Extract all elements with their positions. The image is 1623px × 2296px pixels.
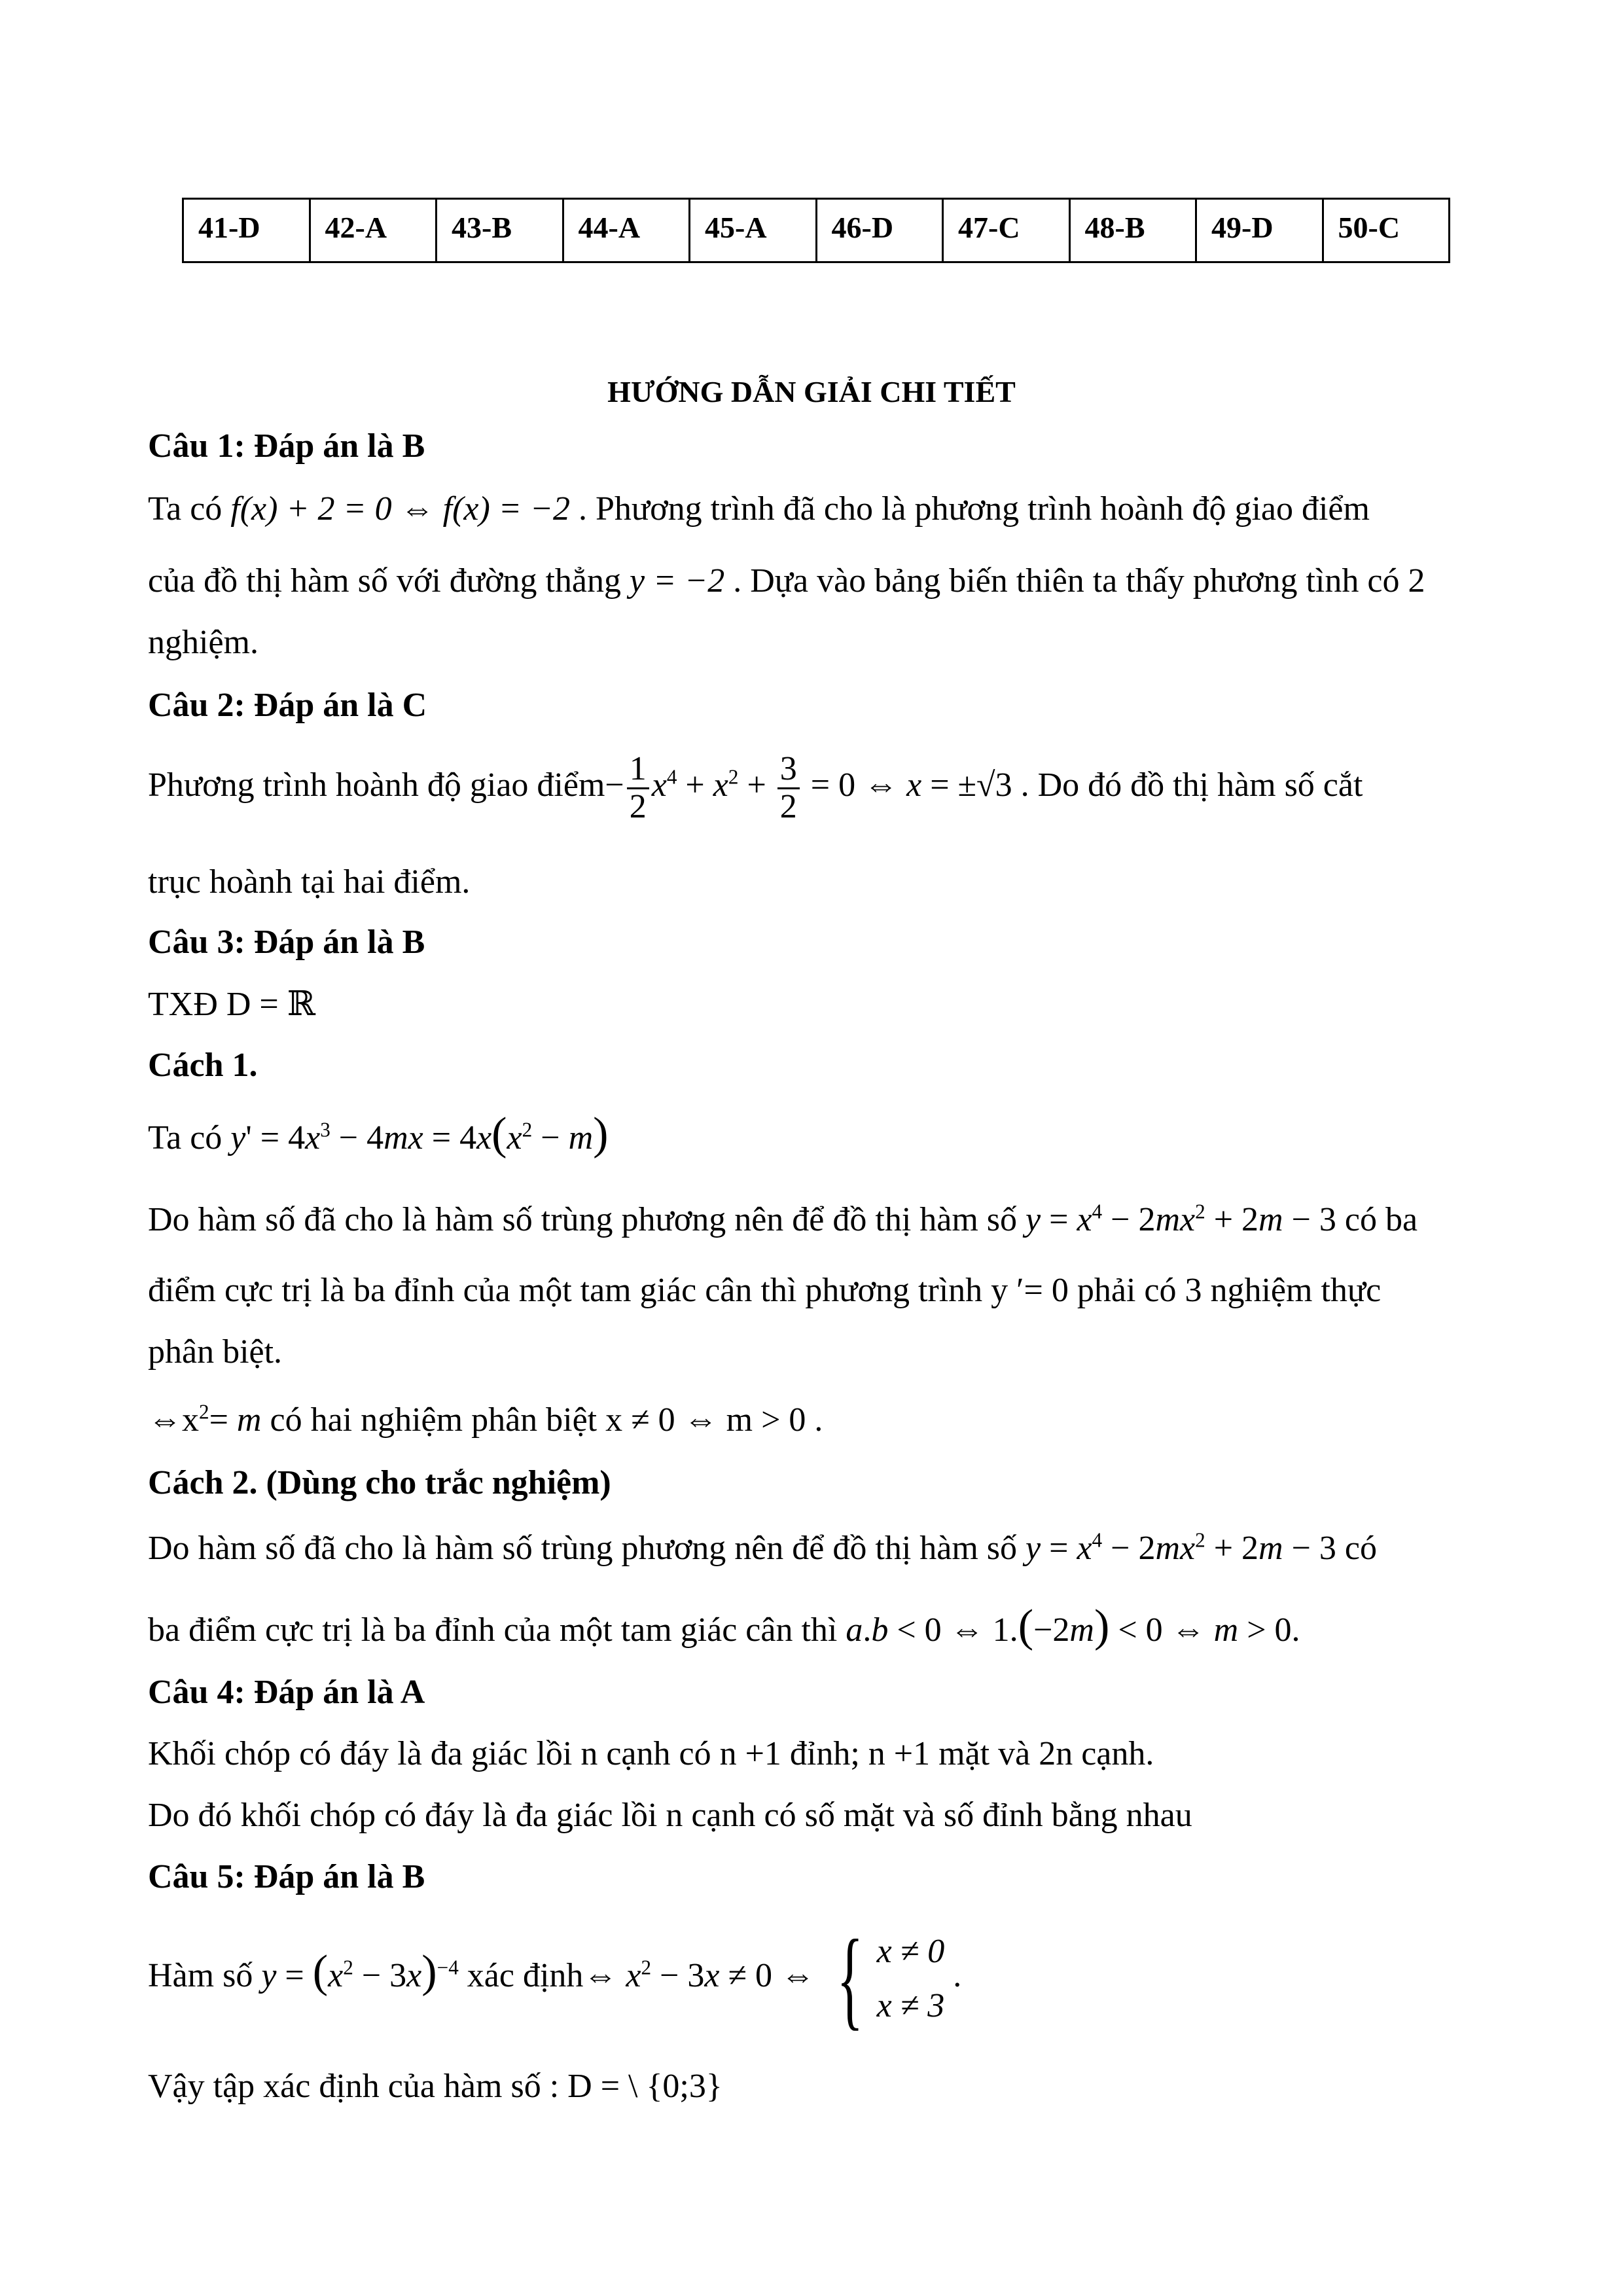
q3-sign-condition: a.b < 0 ⇔ 1.(−2m) < 0 ⇔ m > 0. (846, 1600, 1300, 1651)
q1-line-3: nghiệm. (148, 624, 259, 661)
answer-cell: 45-A (690, 199, 817, 262)
q3-function-equation: $y = x^4 - 2mx^2 + 2m - 3$ (1026, 1200, 1336, 1238)
q1-line-1 (148, 490, 1370, 528)
q3-text: có hai nghiệm phân biệt x ≠ 0 ⇔ m > 0 . (270, 1401, 823, 1439)
q2-text: . Do đó đồ thị hàm số cắt (1012, 766, 1363, 804)
q3-line-7 (148, 1401, 823, 1439)
q2-line-2: trục hoành tại hai điểm. (148, 863, 471, 901)
q3-line-4 (148, 1200, 1418, 1239)
answer-cell: 43-B (437, 199, 563, 262)
q1-text: . Dựa vào bảng biến thiên ta thấy phương tình có 2 (724, 562, 1425, 600)
q3-text: ba điểm cực trị là ba đỉnh của một tam giác cân thì (148, 1611, 846, 1649)
q1-heading: Câu 1: Đáp án là B (148, 427, 425, 465)
answer-key-row (183, 199, 1450, 262)
q3-text: Ta có (148, 1119, 231, 1157)
answer-cell: 41-D (183, 199, 310, 262)
q5-line-1: Hàm số $y = (x^2 - 3x)^{-4}$ xác định⇔ $x^2 - 3x \ne 0$ ⇔ { x ≠ 0 x ≠ 3 . (148, 1917, 962, 2040)
q3-line-6: phân biệt. (148, 1333, 283, 1371)
q2-heading: Câu 2: Đáp án là C (148, 687, 427, 724)
q3-method-2: Cách 2. (Dùng cho trắc nghiệm) (148, 1464, 611, 1501)
q2-text: Phương trình hoành độ giao điểm (148, 766, 605, 804)
answer-cell: 50-C (1323, 199, 1450, 262)
q1-equation: f(x) + 2 = 0 ⇔ f(x) = −2 (230, 490, 570, 528)
q1-line-2 (148, 562, 1425, 600)
q3-derivative-line (148, 1107, 609, 1160)
q3-domain: TXĐ D = ℝ (148, 986, 315, 1023)
q1-text: . Phương trình đã cho là phương trình hoành độ giao điểm (569, 490, 1370, 528)
q3-condition-equation: $\Leftrightarrow x^2= m$ (148, 1400, 262, 1439)
q4-line-2: Do đó khối chóp có đáy là đa giác lồi n cạnh có số mặt và số đỉnh bằng nhau (148, 1797, 1192, 1834)
q5-function: $y = (x^2 - 3x)^{-4}$ (261, 1945, 459, 1997)
q4-heading: Câu 4: Đáp án là A (148, 1674, 425, 1711)
q5-condition: ⇔ $x^2 - 3x \ne 0$ ⇔ (583, 1956, 824, 1994)
q3-text: Do hàm số đã cho là hàm số trùng phương nên để đồ thị hàm số (148, 1201, 1026, 1238)
q1-text: Ta có (148, 490, 231, 528)
answer-cell: 42-A (310, 199, 437, 262)
q2-line-1 (148, 751, 1363, 825)
q3-text: Do hàm số đã cho là hàm số trùng phương nên để đồ thị hàm số (148, 1530, 1026, 1567)
q3-derivative-equation: $y' = 4x^3 - 4mx = 4x(x^2 - m)$ (230, 1108, 609, 1159)
q4-line-1: Khối chóp có đáy là đa giác lồi n cạnh có n +1 đỉnh; n +1 mặt và 2n cạnh. (148, 1735, 1154, 1772)
q1-text: của đồ thị hàm số với đường thẳng (148, 562, 630, 600)
q3-line-9 (148, 1600, 1300, 1653)
q5-text: Hàm số (148, 1956, 262, 1994)
answer-cell: 44-A (563, 199, 690, 262)
q5-system-line: x ≠ 3 (876, 1987, 945, 2024)
q3-line-5: điểm cực trị là ba đỉnh của một tam giác cân thì phương trình y ′= 0 phải có 3 nghiệm thực (148, 1272, 1382, 1309)
q1-line-equation: y = −2 (629, 562, 725, 600)
answer-key-table (182, 198, 1450, 263)
q5-text: xác định (458, 1956, 584, 1994)
q3-method-1: Cách 1. (148, 1047, 258, 1084)
brace-symbol: { (836, 1917, 864, 2040)
answer-cell: 47-C (943, 199, 1070, 262)
q3-text: có ba (1336, 1201, 1418, 1238)
answer-cell: 46-D (816, 199, 943, 262)
section-title: HƯỚNG DẪN GIẢI CHI TIẾT (607, 375, 1016, 408)
q3-text: có (1336, 1530, 1378, 1567)
answer-cell: 49-D (1196, 199, 1323, 262)
q2-equation: − $\frac{1}{2}$ $x^4 + x^2$ + $\frac{3}{2}$ = 0 ⇔ x = ±√3 (605, 750, 1012, 825)
q5-line-2: Vậy tập xác định của hàm số : D = \ {0;3} (148, 2068, 722, 2105)
answer-cell: 48-B (1069, 199, 1196, 262)
q5-system-line: x ≠ 0 (876, 1932, 945, 1970)
q3-function-equation: $y = x^4 - 2mx^2 + 2m - 3$ (1026, 1528, 1336, 1567)
q5-system (877, 1924, 945, 2033)
q5-heading: Câu 5: Đáp án là B (148, 1858, 425, 1895)
q3-line-8 (148, 1529, 1377, 1568)
q3-heading: Câu 3: Đáp án là B (148, 924, 425, 961)
